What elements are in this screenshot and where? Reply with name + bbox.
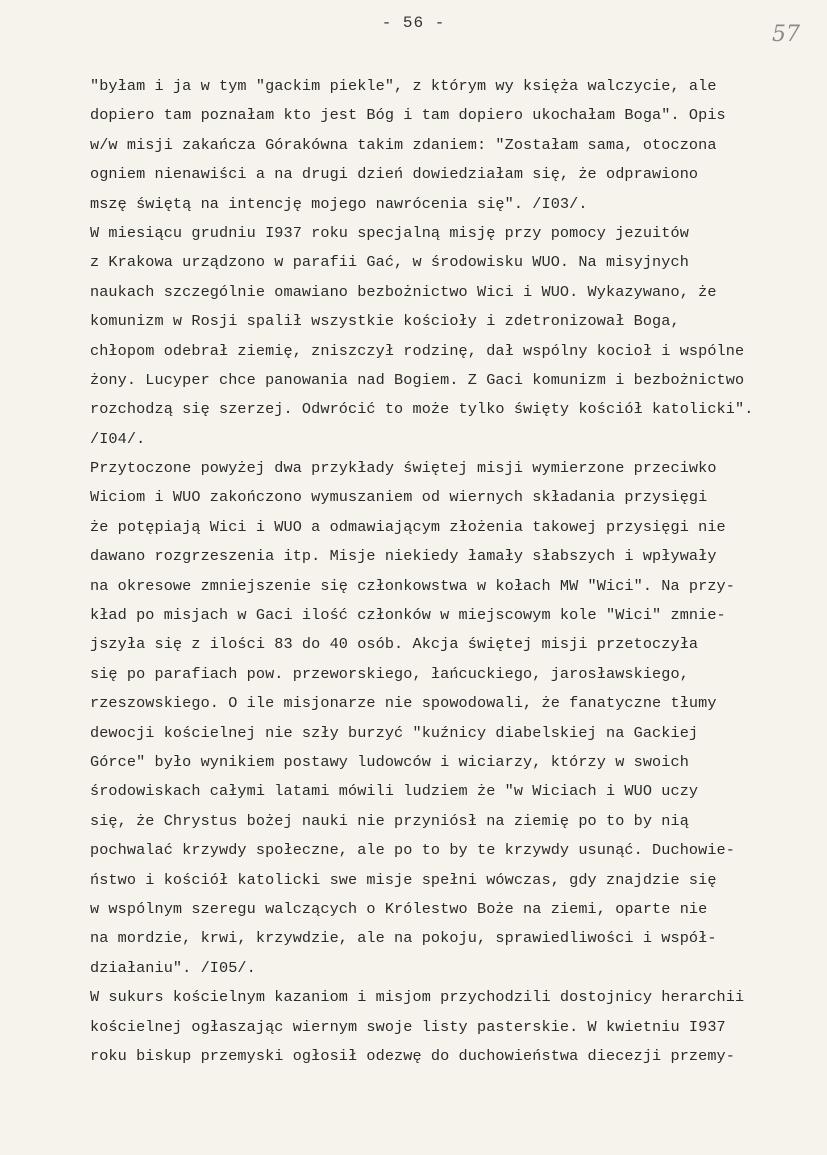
text-line: Górce" było wynikiem postawy ludowców i wiciarzy, którzy w swoich xyxy=(90,752,689,771)
text-line: dawano rozgrzeszenia itp. Misje niekiedy łamały słabszych i wpływały xyxy=(90,547,717,566)
text-line: dopiero tam poznałam kto jest Bóg i tam dopiero ukochałam Boga". Opis xyxy=(90,106,726,125)
text-line: komunizm w Rosji spalił wszystkie kościoły i zdetronizował Boga, xyxy=(90,312,680,331)
text-line: Wiciom i WUO zakończono wymuszaniem od wiernych składania przysięgi xyxy=(90,488,708,507)
text-line: żony. Lucyper chce panowania nad Bogiem. Z Gaci komunizm i bezbożnictwo xyxy=(90,370,745,389)
text-line: ogniem nienawiści a na drugi dzień dowiedziałam się, że odprawiono xyxy=(90,165,699,184)
text-line: W miesiącu grudniu I937 roku specjalną misję przy pomocy jezuitów xyxy=(90,223,689,242)
text-line: jszyła się z ilości 83 do 40 osób. Akcja świętej misji przetoczyła xyxy=(90,635,699,654)
text-line: "byłam i ja w tym "gackim piekle", z którym wy księża walczycie, ale xyxy=(90,77,717,95)
text-line: naukach szczególnie omawiano bezbożnictwo Wici i WUO. Wykazywano, że xyxy=(90,282,717,301)
text-line: w/w misji zakańcza Górakówna takim zdaniem: "Zostałam sama, otoczona xyxy=(90,135,717,154)
text-line: się po parafiach pow. przeworskiego, łańcuckiego, jarosławskiego, xyxy=(90,664,689,683)
body-text xyxy=(90,72,825,1071)
text-line: chłopom odebrał ziemię, zniszczył rodzinę, dał wspólny kocioł i wspólne xyxy=(90,341,745,360)
text-line: działaniu". /I05/. xyxy=(90,958,256,977)
text-line: roku biskup przemyski ogłosił odezwę do duchowieństwa diecezji przemy- xyxy=(90,1046,735,1065)
text-line: mszę świętą na intencję mojego nawrócenia się". /I03/. xyxy=(90,194,588,213)
text-line: dewocji kościelnej nie szły burzyć "kuźnicy diabelskiej na Gackiej xyxy=(90,723,699,742)
text-line: ństwo i kościół katolicki swe misje spełni wówczas, gdy znajdzie się xyxy=(90,870,717,889)
text-line: rzeszowskiego. O ile misjonarze nie spowodowali, że fanatyczne tłumy xyxy=(90,694,717,713)
text-line: Przytoczone powyżej dwa przykłady świętej misji wymierzone przeciwko xyxy=(90,459,717,478)
page-number: - 56 - xyxy=(381,14,446,32)
text-line: że potępiają Wici i WUO a odmawiającym złożenia takowej przysięgi nie xyxy=(90,517,726,536)
text-line: z Krakowa urządzono w parafii Gać, w środowisku WUO. Na misyjnych xyxy=(90,253,689,272)
handwritten-page-number: 57 xyxy=(772,22,800,47)
text-line: na okresowe zmniejszenie się członkowstwa w kołach MW "Wici". Na przy- xyxy=(90,576,735,595)
text-line: pochwalać krzywdy społeczne, ale po to by te krzywdy usunąć. Duchowie- xyxy=(90,841,735,860)
text-line: na mordzie, krwi, krzywdzie, ale na pokoju, sprawiedliwości i współ- xyxy=(90,929,717,948)
text-line: się, że Chrystus bożej nauki nie przyniósł na ziemię po to by nią xyxy=(90,811,689,830)
text-line: w wspólnym szeregu walczących o Królestwo Boże na ziemi, oparte nie xyxy=(90,899,708,918)
text-line: środowiskach całymi latami mówili ludziem że "w Wiciach i WUO uczy xyxy=(90,782,699,801)
text-line: /I04/. xyxy=(90,429,146,448)
text-line: kład po misjach w Gaci ilość członków w miejscowym kole "Wici" zmnie- xyxy=(90,606,726,625)
text-line: kościelnej ogłaszając wiernym swoje listy pasterskie. W kwietniu I937 xyxy=(90,1017,726,1036)
text-line: W sukurs kościelnym kazaniom i misjom przychodzili dostojnicy herarchii xyxy=(90,988,745,1007)
text-line: rozchodzą się szerzej. Odwrócić to może tylko święty kościół katolicki". xyxy=(90,400,754,419)
